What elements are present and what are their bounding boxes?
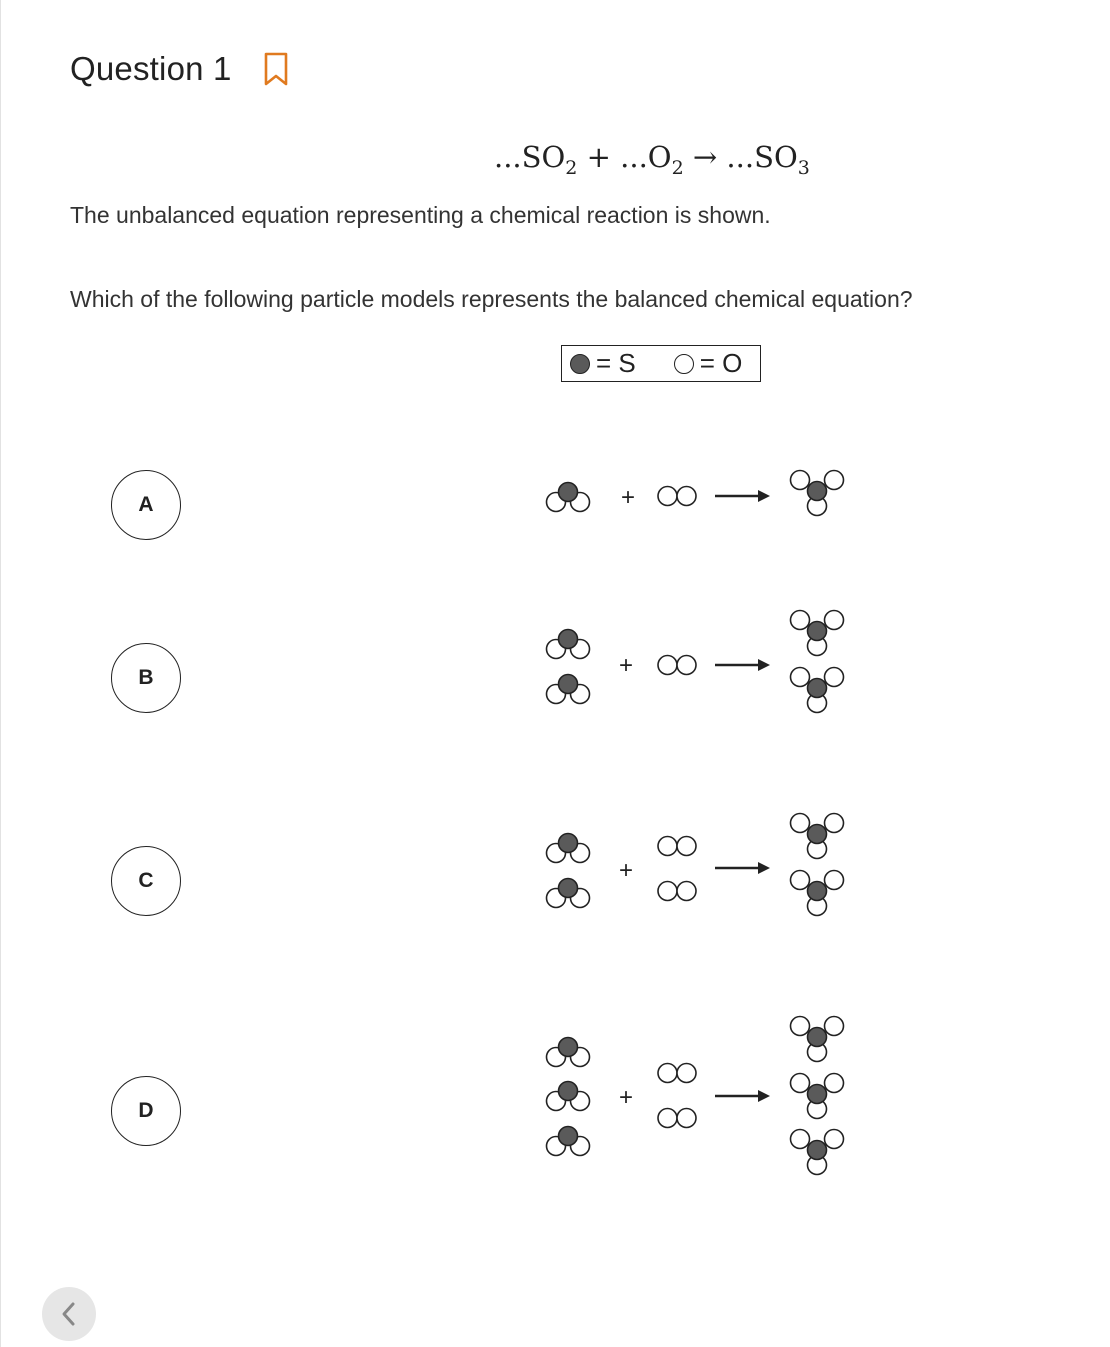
o2-molecule [658, 1064, 696, 1083]
oxygen-atom [658, 1109, 677, 1128]
so3-molecule [791, 871, 844, 916]
so2-molecule [547, 879, 590, 908]
plus-sign: + [620, 484, 636, 511]
question-header [70, 50, 290, 88]
sulfur-atom [559, 1127, 578, 1146]
oxygen-atom [677, 882, 696, 901]
oxygen-legend-label: = O [699, 348, 743, 378]
oxygen-atom [791, 471, 810, 490]
bookmark-icon[interactable] [262, 51, 290, 87]
sulfur-atom [559, 1082, 578, 1101]
choice-a-button[interactable]: A [111, 470, 181, 540]
so3-molecule [791, 471, 844, 516]
arrow-icon [715, 659, 770, 671]
oxygen-atom [825, 1130, 844, 1149]
oxygen-atom [825, 814, 844, 833]
oxygen-atom [825, 668, 844, 687]
plus-sign: + [618, 857, 634, 884]
chevron-left-icon [42, 1287, 96, 1341]
o2-molecule [658, 656, 696, 675]
so2-molecule [547, 630, 590, 659]
oxygen-atom [658, 656, 677, 675]
so2-molecule [547, 1082, 590, 1111]
sulfur-atom [808, 679, 827, 698]
choice-d-model [520, 1010, 880, 1185]
sulfur-atom [559, 1038, 578, 1057]
sulfur-legend-icon [570, 354, 590, 374]
sulfur-atom [808, 1085, 827, 1104]
sulfur-atom [808, 882, 827, 901]
oxygen-legend-icon [674, 354, 694, 374]
so3-molecule [791, 1130, 844, 1175]
o2-molecule [658, 1109, 696, 1128]
particle-legend [561, 345, 761, 382]
oxygen-atom [791, 1074, 810, 1093]
oxygen-atom [825, 611, 844, 630]
sulfur-atom [559, 483, 578, 502]
oxygen-atom [677, 487, 696, 506]
arrow-icon [715, 862, 770, 874]
oxygen-atom [825, 471, 844, 490]
oxygen-atom [658, 487, 677, 506]
oxygen-atom [825, 871, 844, 890]
choice-c-model [520, 808, 880, 928]
so3-molecule [791, 1074, 844, 1119]
arrow-icon [715, 1090, 770, 1102]
choice-a-model [520, 455, 880, 540]
sulfur-atom [808, 1028, 827, 1047]
so2-molecule [547, 834, 590, 863]
choice-b-model [520, 605, 880, 725]
oxygen-atom [791, 814, 810, 833]
sulfur-legend-label: = S [596, 348, 636, 378]
oxygen-atom [791, 1017, 810, 1036]
oxygen-atom [677, 656, 696, 675]
so2-molecule [547, 483, 590, 512]
oxygen-atom [791, 871, 810, 890]
sulfur-atom [808, 825, 827, 844]
oxygen-atom [791, 668, 810, 687]
left-border [0, 0, 1, 1347]
so3-molecule [791, 611, 844, 656]
oxygen-atom [677, 1064, 696, 1083]
oxygen-atom [825, 1017, 844, 1036]
o2-molecule [658, 837, 696, 856]
oxygen-atom [677, 837, 696, 856]
plus-sign: + [618, 652, 634, 679]
sulfur-atom [808, 622, 827, 641]
arrow-icon [715, 490, 770, 502]
so2-molecule [547, 1038, 590, 1067]
o2-molecule [658, 882, 696, 901]
sulfur-atom [559, 834, 578, 853]
so3-molecule [791, 1017, 844, 1062]
so2-molecule [547, 1127, 590, 1156]
oxygen-atom [677, 1109, 696, 1128]
oxygen-atom [791, 1130, 810, 1149]
question-title: Question 1 [70, 50, 232, 87]
sulfur-atom [559, 879, 578, 898]
sulfur-atom [559, 675, 578, 694]
so2-molecule [547, 675, 590, 704]
sulfur-atom [559, 630, 578, 649]
plus-sign: + [618, 1084, 634, 1111]
oxygen-atom [658, 882, 677, 901]
sulfur-atom [808, 482, 827, 501]
choice-d-button[interactable]: D [111, 1076, 181, 1146]
so3-molecule [791, 814, 844, 859]
question-stem-line2: Which of the following particle models represents the balanced chemical equation? [70, 286, 913, 312]
so3-molecule [791, 668, 844, 713]
oxygen-atom [825, 1074, 844, 1093]
choice-c-button[interactable]: C [111, 846, 181, 916]
o2-molecule [658, 487, 696, 506]
back-button[interactable] [42, 1287, 96, 1341]
question-stem-line1: The unbalanced equation representing a chemical reaction is shown. [70, 202, 771, 228]
unbalanced-equation: $...SO_2 + ...O_2 \to ...SO_3$ [494, 140, 810, 179]
oxygen-atom [658, 1064, 677, 1083]
oxygen-atom [658, 837, 677, 856]
oxygen-atom [791, 611, 810, 630]
sulfur-atom [808, 1141, 827, 1160]
choice-b-button[interactable]: B [111, 643, 181, 713]
